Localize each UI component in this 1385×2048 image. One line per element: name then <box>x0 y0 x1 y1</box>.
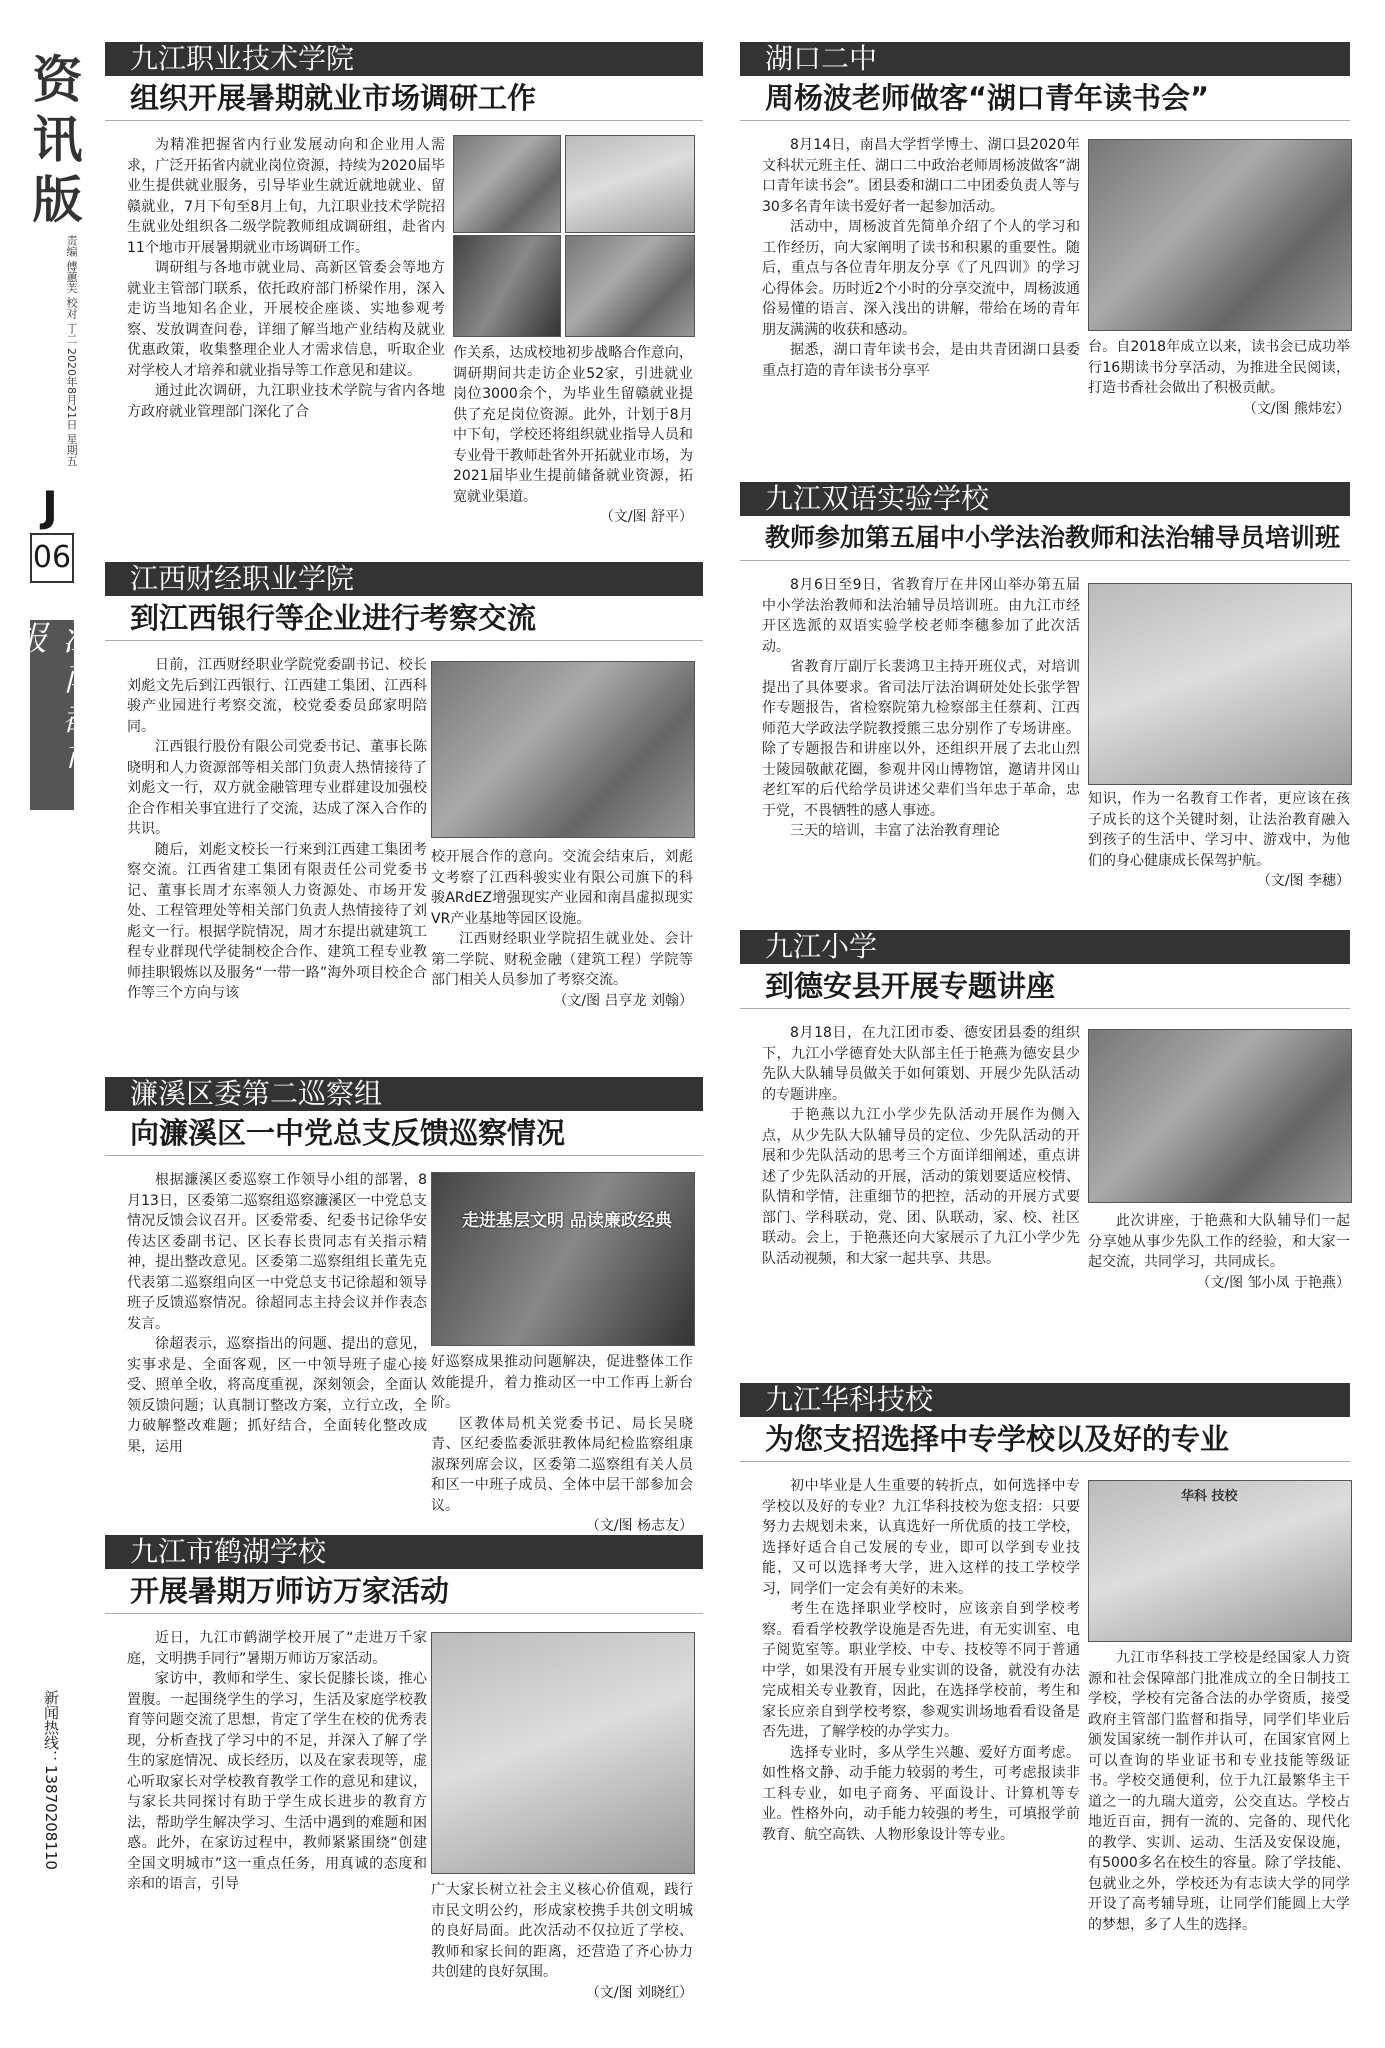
page-number: 06 <box>30 533 74 583</box>
article-org: 九江小学 <box>740 930 1350 964</box>
photo-survey-1 <box>453 135 561 233</box>
article-signature: （文/图 杨志友） <box>585 1518 693 1534</box>
article-signature: （文/图 邹小凤 于艳燕） <box>1196 1274 1350 1291</box>
photo-campus <box>1088 1480 1352 1642</box>
article-body-left: 8月18日，在九江团市委、德安团县委的组织下，九江小学德育处大队部主任于艳燕为德安县少先队大队辅导员做关于如何策划、开展少先队活动的专题讲座。 于艳燕以九江小学少先队活动开展作为侧入点，从少先队大队辅导员的定位、少先队活动的开展和少先队活动的思考三个方面详细阐述，重点讲述了少先队活动的开展，活动的策划要适应校情、队情和学情，注重细节的把控，活动的开展方式要部门、学科联动，党、团、队联动，家、校、社区联动。会上，于艳燕还向大家展示了九江小学少先队活动视频，和大家一起共享、共思。 <box>762 1025 1080 1267</box>
campus-sign: 华科 技校 <box>1181 1489 1238 1504</box>
article-org: 九江市鹤湖学校 <box>105 1535 703 1569</box>
article-hehu <box>105 1535 703 2048</box>
article-org: 九江双语实验学校 <box>740 482 1350 516</box>
article-body-left: 根据濂溪区委巡察工作领导小组的部署，8月13日，区委第二巡察组巡察濂溪区一中党总支情况反馈会议召开。区委常委、纪委书记徐华安传达区委副书记、区长春长贵同志有关指示精神，提出整改意见。区委第二巡察组组长董先克代表第二巡察组向区一中党总支书记徐超和领导班子反馈巡察情况。徐超同志主持会议并作表态发言。 徐超表示，巡察指出的问题、提出的意见，实事求是、全面客观，区一中领导班子虚心接受、照单全收，将高度重视，深刻领会，全面认领反馈问题；认真制订整改方案，立行立改，全力破解整改难题；抓好结合，全面转化整改成果，运用 <box>127 1172 427 1455</box>
photo-survey-2 <box>565 135 695 233</box>
article-signature: （文/图 刘晓红） <box>585 1984 693 2001</box>
photo-home-visit <box>431 1632 695 1874</box>
photo-meeting <box>431 1172 695 1346</box>
article-signature: （文/图 舒平） <box>599 509 693 525</box>
article-title: 向濂溪区一中党总支反馈巡察情况 <box>105 1111 703 1156</box>
meeting-banner: 走进基层文明 品读廉政经典 <box>462 1211 672 1231</box>
article-body-right: 广大家长树立社会主义核心价值观，践行市民文明公约，形成家校携手共创文明城的良好局面。此次活动不仅拉近了学校、教师和家长间的距离，还营造了齐心协力共创建的良好氛围。 （文/图 刘晓红） <box>431 1882 693 2001</box>
article-org: 九江华科技校 <box>740 1383 1350 1417</box>
newspaper-logo: 江南都市报 <box>30 620 74 810</box>
article-body-left: 8月14日，南昌大学哲学博士、湖口县2020年文科状元班主任、湖口二中政治老师周杨波做客“湖口青年读书会”。团县委和湖口二中团委负责人等与30多名青年读书爱好者一起参加活动。 活动中，周杨波首先简单介绍了个人的学习和工作经历，向大家阐明了读书和积累的重要性。随后，重点与各位青年朋友分享《了凡四训》的学习心得体会。历时近2个小时的分享交流中，周杨波通俗易懂的语言、深入浅出的讲解，带给在场的青年朋友满满的收获和感动。 据悉，湖口青年读书会，是由共青团湖口县委重点打造的青年读书分享平 <box>762 137 1080 379</box>
article-body-left: 日前，江西财经职业学院党委副书记、校长刘彪文先后到江西银行、江西建工集团、江西科骏产业园进行考察交流，校党委委员邱家明陪同。 江西银行股份有限公司党委书记、董事长陈晓明和人力资源部等相关部门负责人热情接待了刘彪文一行，双方就金融管理专业群建设加强校企合作相关事宜进行了交流，达成了深入合作的共识。 随后，刘彪文校长一行来到江西建工集团考察交流。江西省建工集团有限责任公司党委书记、董事长周才东率领人力资源处、市场开发处、工程管理处等相关部门负责人热情接待了刘彪文一行。根据学院情况，周才东提出就建筑工程专业群现代学徒制校企合作、建筑工程专业教师挂职锻炼以及服务“一带一路”海外项目校企合作等三个方向与该 <box>127 657 427 1001</box>
article-lianxi <box>105 1077 703 1534</box>
photo-reading-club <box>1088 139 1352 331</box>
article-body-right: 校开展合作的意向。交流会结束后，刘彪文考察了江西科骏实业有限公司旗下的科骏ARdEZ增强现实产业园和南昌虚拟现实VR产业基地等园区设施。 江西财经职业学院招生就业处、会计第二学院、财税金融（建筑工程）学院等部门相关人员参加了考察交流。 （文/图 吕亨龙 刘翰） <box>431 849 693 1009</box>
article-hukou <box>740 42 1350 425</box>
news-hotline: 新闻热线：13870208110 <box>42 1690 60 1870</box>
article-title: 为您支招选择中专学校以及好的专业 <box>740 1417 1350 1462</box>
photo-survey-3 <box>453 235 561 337</box>
article-body-right: 台。自2018年成立以来，读书会已成功举行16期读书分享活动，为推进全民阅读，打造书香社会做出了积极贡献。 （文/图 熊炜宏） <box>1088 339 1350 417</box>
article-jjvtc <box>105 42 703 535</box>
photo-lecture <box>1088 1029 1352 1203</box>
article-title: 到德安县开展专题讲座 <box>740 964 1350 1009</box>
article-jiujiang-primary <box>740 930 1350 1323</box>
article-body-right: 九江市华科技工学校是经国家人力资源和社会保障部门批准成立的全日制技工学校，学校有完备合法的办学资质，接受政府主管部门监督和指导，同学们毕业后颁发国家统一制作并认可，在国家官网上可以查询的毕业证书和专业技能等级证书。学校交通便利，位于九江最繁华主干道之一的九瑞大道旁，公交直达。学校占地近百亩，拥有一流的、完备的、现代化的教学、实训、运动、生活及安保设施，有5000多名在校生的容量。除了学技能、包就业之外，学校还为有志读大学的同学开设了高考辅导班，让同学们能圆上大学的梦想，多了人生的选择。 <box>1088 1650 1350 1933</box>
article-title: 开展暑期万师访万家活动 <box>105 1569 703 1614</box>
article-title: 组织开展暑期就业市场调研工作 <box>105 76 703 121</box>
section-title: 资讯版 <box>32 50 83 229</box>
photo-training <box>1088 583 1352 785</box>
article-org: 江西财经职业学院 <box>105 562 703 596</box>
article-body-right: 好巡察成果推动问题解决，促进整体工作效能提升，着力推动区一中工作再上新台阶。 区教体局机关党委书记、局长吴晓青、区纪委监委派驻教体局纪检监察组康淑琛列席会议，区委第二巡察组有关人员和区一中班子成员、全体中层干部参加会议。 （文/图 杨志友） <box>431 1354 693 1534</box>
article-title: 教师参加第五届中小学法治教师和法治辅导员培训班 <box>740 516 1350 561</box>
article-body-left: 8月6日至9日，省教育厅在井冈山举办第五届中小学法治教师和法治辅导员培训班。由九江市经开区选派的双语实验学校老师李穗参加了此次活动。 省教育厅副厅长裴鸿卫主持开班仪式，对培训提出了具体要求。省司法厅法治调研处处长张学智作专题报告，省检察院第九检察部主任蔡莉、江西师范大学政法学院教授熊三忠分别作了专场讲座。除了专题报告和讲座以外，还组织开展了去北山烈士陵园敬献花圈，参观井冈山博物馆，邀请井冈山老红军的后代给学员讲述父辈们当年忠于革命，忠于党，不畏牺牲的感人事迹。 三天的培训，丰富了法治教育理论 <box>762 577 1080 839</box>
article-jxcvc <box>105 562 703 1055</box>
article-body-left: 近日，九江市鹤湖学校开展了“走进万千家庭，文明携手同行”暑期万师访万家活动。 家访中，教师和学生、家长促膝长谈，推心置腹。一起围绕学生的学习，生活及家庭学校教育等问题交流了思想，肯定了学生在校的优秀表现，分析查找了学习中的不足，并深入了解了学生的家庭情况、成长经历，以及在家表现等，虚心听取家长对学校教育教学工作的意见和建议，与家长共同探讨有助于学生成长进步的教育方法，帮助学生解决学习、生活中遇到的难题和困惑。此外，在家访过程中，教师紧紧围绕“创建全国文明城市”这一重点任务，用真诚的态度和亲和的语言，引导 <box>127 1630 427 1892</box>
article-signature: （文/图 吕亨龙 刘翰） <box>553 992 693 1009</box>
article-signature: （文/图 李穗） <box>1256 873 1350 889</box>
article-org: 湖口二中 <box>740 42 1350 76</box>
article-org: 九江职业技术学院 <box>105 42 703 76</box>
photo-survey-4 <box>565 235 695 337</box>
section-letter: J <box>42 482 58 531</box>
article-body-right: 知识，作为一名教育工作者，更应该在孩子成长的这个关键时刻，让法治教育融入到孩子的生活中、学习中、游戏中，为他们的身心健康成长保驾护航。 （文/图 李穗） <box>1088 791 1350 889</box>
article-title: 周杨波老师做客“湖口青年读书会” <box>740 76 1350 121</box>
article-body-right: 此次讲座，于艳燕和大队辅导们一起分享她从事少先队工作的经验，和大家一起交流，共同学习，共同成长。 （文/图 邹小凤 于艳燕） <box>1088 1213 1350 1291</box>
article-body-right: 作关系，达成校地初步战略合作意向，调研期间共走访企业52家，引进就业岗位3000余个，为毕业生留赣就业提供了充足岗位资源。此外，计划于8月中下旬，学校还将组织就业指导人员和专业骨干教师赴省外开拓就业市场，为2021届毕业生提前储备就业资源，拓宽就业渠道。 （文/图 舒平） <box>453 345 693 525</box>
article-org: 濂溪区委第二巡察组 <box>105 1077 703 1111</box>
editor-meta: 责编 傅蕙芙 校对 丁二 2020年8月21日 星期五 <box>65 235 78 467</box>
article-signature: （文/图 熊炜宏） <box>1242 400 1350 417</box>
article-title: 到江西银行等企业进行考察交流 <box>105 596 703 641</box>
article-bilingual <box>740 482 1350 935</box>
article-body-left: 为精准把握省内行业发展动向和企业用人需求，广泛开拓省内就业岗位资源，持续为2020届毕业生提供就业服务，引导毕业生就近就地就业、留赣就业，7月下旬至8月上旬，九江职业技术学院招生就业处组织各二级学院教师组成调研组，赴省内11个地市开展暑期就业市场调研工作。 调研组与各地市就业局、高新区管委会等地方就业主管部门联系，依托政府部门桥梁作用，深入走访当地知名企业，开展校企座谈、实地参观考察、发放调查问卷，详细了解当地产业结构及就业优惠政策，收集整理企业人才需求信息，听取企业对学校人才培养和就业指导等工作意见和建议。 通过此次调研，九江职业技术学院与省内各地方政府就业管理部门深化了合 <box>127 137 445 420</box>
article-huake <box>740 1383 1350 2036</box>
photo-bank-visit <box>431 661 695 838</box>
article-body-left: 初中毕业是人生重要的转折点，如何选择中专学校以及好的专业？九江华科技校为您支招：只要努力去规划未来，认真选好一所优质的技工学校，选择好适合自己发展的专业，即可以学到专业技能，又可以选择考大学，进入这样的技工学校学习，同学们一定会有美好的未来。 考生在选择职业学校时，应该亲自到学校考察。看看学校教学设施是否先进，有无实训室、电子阅览室等。职业学校、中专、技校等不同于普通中学，如果没有开展专业实训的设备，就没有办法完成相关专业教育，因此，在选择学校前，考生和家长应亲自到学校考察，参观实训场地看看设备是否先进，了解学校的办学实力。 选择专业时，多从学生兴趣、爱好方面考虑。如性格文静、动手能力较弱的考生，可考虑报读非工科专业，如电子商务、平面设计、计算机等专业。性格外向，动手能力较强的考生，可填报学前教育、航空高铁、人物形象设计等专业。 <box>762 1478 1080 1843</box>
